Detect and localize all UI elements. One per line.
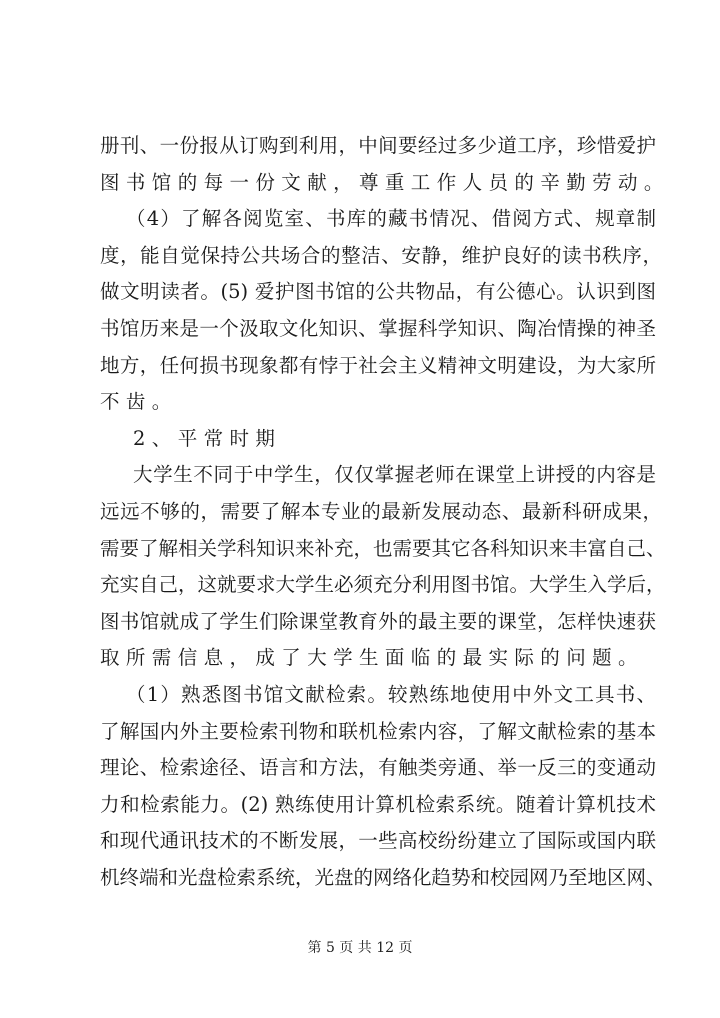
text-line: 图书馆就成了学生们除课堂教育外的最主要的课堂，怎样快速获	[100, 609, 656, 633]
text-line: 书馆历来是一个汲取文化知识、掌握科学知识、陶冶情操的神圣	[100, 317, 656, 340]
text-line: 册刊、一份报从订购到利用，中间要经过多少道工序，珍惜爱护	[100, 134, 656, 157]
text-line: （4）了解各阅览室、书库的藏书情况、借阅方式、规章制	[126, 207, 656, 231]
text-line: 图书馆的每一份文献，尊重工作人员的辛勤劳动。	[100, 170, 670, 194]
section-heading: 2、平常时期	[133, 426, 282, 450]
text-line: 远远不够的，需要了解本专业的最新发展动态、最新科研成果，	[100, 500, 662, 523]
text-line: 地方，任何损书现象都有悖于社会主义精神文明建设，为大家所	[100, 353, 656, 377]
page-number: 第 5 页 共 12 页	[307, 940, 413, 956]
text-line: 取所需信息，成了大学生面临的最实际的问题。	[100, 646, 644, 670]
text-line: 充实自己，这就要求大学生必须充分利用图书馆。大学生入学后，	[100, 573, 666, 597]
text-line: 大学生不同于中学生，仅仅掌握老师在课堂上讲授的内容是	[133, 463, 656, 487]
text-line: 和现代通讯技术的不断发展，一些高校纷纷建立了国际或国内联	[100, 829, 656, 853]
text-line: 了解国内外主要检索刊物和联机检索内容，了解文献检索的基本	[100, 719, 656, 743]
text-line: （1）熟悉图书馆文献检索。较熟练地使用中外文工具书、	[126, 683, 656, 706]
text-line: 不齿。	[100, 390, 178, 414]
text-line: 做文明读者。(5) 爱护图书馆的公共物品，有公德心。认识到图	[100, 280, 656, 304]
text-line: 度，能自觉保持公共场合的整洁、安静，维护良好的读书秩序，	[100, 243, 662, 267]
text-line: 力和检索能力。(2) 熟练使用计算机检索系统。随着计算机技术	[100, 792, 656, 816]
text-line: 机终端和光盘检索系统，光盘的网络化趋势和校园网乃至地区网、	[100, 866, 666, 889]
text-line: 需要了解相关学科知识来补充，也需要其它各科知识来丰富自己、	[100, 536, 666, 560]
text-line: 理论、检索途径、语言和方法，有触类旁通、举一反三的变通动	[100, 756, 656, 780]
